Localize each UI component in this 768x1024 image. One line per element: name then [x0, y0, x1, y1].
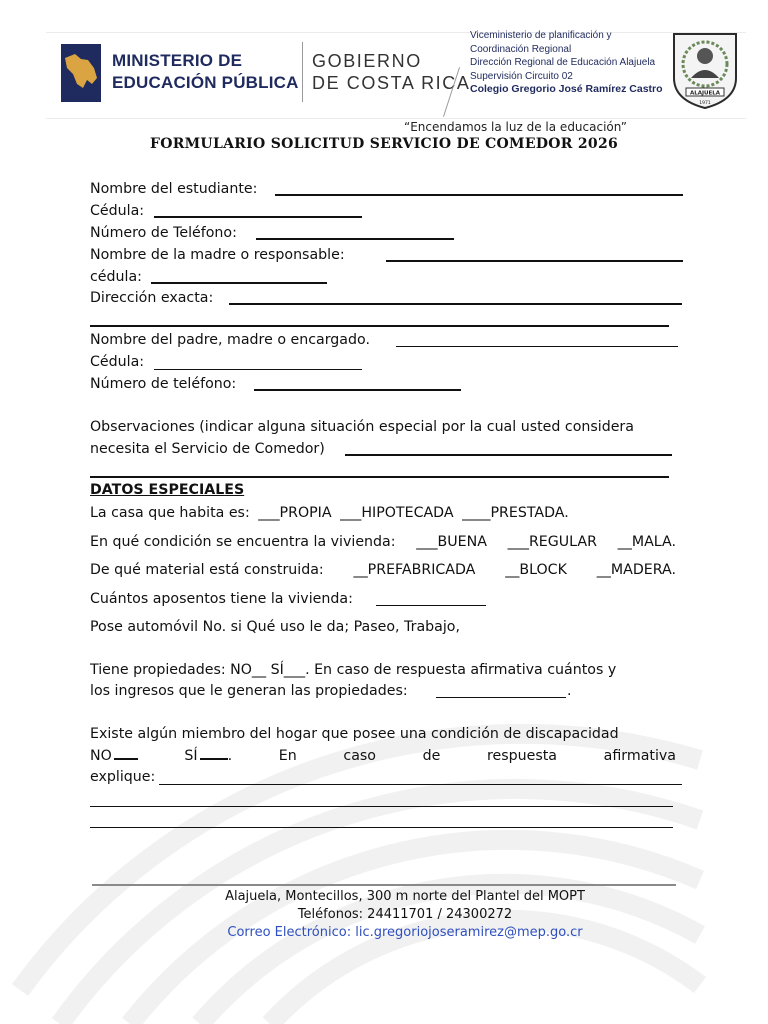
student-id-field[interactable]	[154, 216, 362, 218]
disability-explain-field[interactable]	[159, 784, 682, 785]
form-title: FORMULARIO SOLICITUD SERVICIO DE COMEDOR 2026	[149, 136, 619, 152]
property-line2: los ingresos que le generan las propiedades:	[90, 683, 408, 699]
house-material-label: De qué material está construida:	[90, 562, 324, 578]
disability-yes[interactable]: SÍ .	[184, 748, 233, 764]
gobierno-line1: GOBIERNO	[312, 51, 422, 71]
school-crest-icon	[668, 30, 742, 110]
disability-word: En	[278, 748, 297, 764]
slogan: “Encendamos la luz de la educación”	[404, 120, 627, 134]
mep-name	[112, 50, 299, 94]
footer-address: Alajuela, Montecillos, 300 m norte del Plantel del MOPT	[225, 889, 585, 904]
disability-no[interactable]: NO	[90, 746, 138, 766]
observations-line2: necesita el Servicio de Comedor)	[90, 441, 325, 457]
observations-field-line2[interactable]	[90, 476, 669, 478]
observations-line1: Observaciones (indicar alguna situación especial por la cual usted considera	[90, 419, 634, 435]
guardian-id-field[interactable]	[154, 369, 362, 370]
student-phone-field[interactable]	[256, 238, 454, 240]
house-option-mortgaged[interactable]: ___HIPOTECADA	[340, 505, 454, 521]
address-field-line2[interactable]	[90, 325, 669, 327]
mep-name-line2: EDUCACIÓN PÚBLICA	[112, 73, 299, 92]
header-bottom-rule	[46, 118, 746, 119]
car-question: Pose automóvil No. si Qué uso le da; Paseo, Trabajo,	[90, 619, 460, 635]
disability-word: de	[422, 748, 441, 764]
mep-name-line1: MINISTERIO DE	[112, 51, 243, 70]
disability-word: respuesta	[486, 748, 558, 764]
condition-option-bad[interactable]: __MALA.	[617, 534, 676, 550]
house-condition-row	[90, 532, 676, 552]
regional-line: Dirección Regional de Educación Alajuela	[470, 57, 656, 68]
costa-rica-map-icon	[61, 44, 101, 102]
mother-name-field[interactable]	[386, 260, 683, 262]
observations-field[interactable]	[345, 454, 672, 456]
guardian-phone-label: Número de teléfono:	[90, 376, 237, 392]
guardian-name-label: Nombre del padre, madre o encargado.	[90, 332, 370, 348]
student-name-field[interactable]	[275, 194, 683, 196]
footer-phones: Teléfonos: 24411701 / 24300272	[297, 907, 513, 922]
regional-info	[470, 29, 663, 97]
material-option-wood[interactable]: __MADERA.	[596, 562, 676, 578]
guardian-phone-field[interactable]	[254, 389, 461, 391]
disability-line2	[90, 746, 676, 766]
disability-word: caso	[343, 748, 376, 764]
footer-email[interactable]: Correo Electrónico: lic.gregoriojoseramirez@mep.go.cr	[227, 925, 583, 940]
student-id-label: Cédula:	[90, 203, 145, 219]
material-option-prefab[interactable]: __PREFABRICADA	[353, 562, 476, 578]
house-material-row	[90, 560, 676, 580]
house-condition-label: En qué condición se encuentra la vivienda:	[90, 534, 396, 550]
regional-line: Supervisión Circuito 02	[470, 70, 573, 82]
material-option-block[interactable]: __BLOCK	[505, 562, 567, 578]
mep-logo	[61, 44, 101, 102]
regional-line: Coordinación Regional	[470, 43, 572, 55]
student-name-label: Nombre del estudiante:	[90, 181, 258, 197]
letterhead	[46, 28, 746, 120]
rooms-field[interactable]	[376, 605, 486, 606]
property-period: .	[567, 683, 572, 699]
house-type-row	[90, 503, 569, 523]
house-option-own[interactable]: ___PROPIA	[258, 505, 332, 521]
gobierno-name	[312, 50, 471, 94]
mother-name-label: Nombre de la madre o responsable:	[90, 247, 345, 263]
condition-option-good[interactable]: ___BUENA	[416, 534, 487, 550]
footer-rule	[92, 884, 676, 886]
logo-separator	[302, 42, 303, 102]
disability-line1: Existe algún miembro del hogar que posee una condición de discapacidad	[90, 726, 619, 742]
property-income-field[interactable]	[436, 697, 566, 698]
crest-label: ALAJUELA	[689, 90, 721, 97]
guardian-id-label: Cédula:	[90, 354, 145, 370]
guardian-name-field[interactable]	[396, 346, 678, 347]
address-label: Dirección exacta:	[90, 290, 214, 306]
house-type-label: La casa que habita es:	[90, 505, 250, 521]
property-line1: Tiene propiedades: NO__ SÍ___. En caso de respuesta afirmativa cuántos y	[90, 662, 617, 678]
student-phone-label: Número de Teléfono:	[90, 225, 237, 241]
school-name: Colegio Gregorio José Ramírez Castro	[470, 83, 663, 95]
address-field[interactable]	[229, 303, 682, 305]
crest-year: 1971	[699, 101, 711, 106]
disability-explain-line3[interactable]	[90, 827, 673, 828]
disability-word: afirmativa	[603, 748, 676, 764]
condition-option-regular[interactable]: ___REGULAR	[507, 534, 597, 550]
special-data-title: DATOS ESPECIALES	[90, 482, 245, 498]
disability-explain-line2[interactable]	[90, 806, 673, 807]
mother-id-field[interactable]	[151, 282, 327, 284]
disability-explain-label: explique:	[90, 769, 156, 785]
house-option-borrowed[interactable]: ____PRESTADA.	[462, 505, 569, 521]
gobierno-line2: DE COSTA RICA	[312, 73, 471, 93]
rooms-label: Cuántos aposentos tiene la vivienda:	[90, 591, 353, 607]
regional-line: Viceministerio de planificación y	[470, 30, 612, 41]
mother-id-label: cédula:	[90, 269, 142, 285]
